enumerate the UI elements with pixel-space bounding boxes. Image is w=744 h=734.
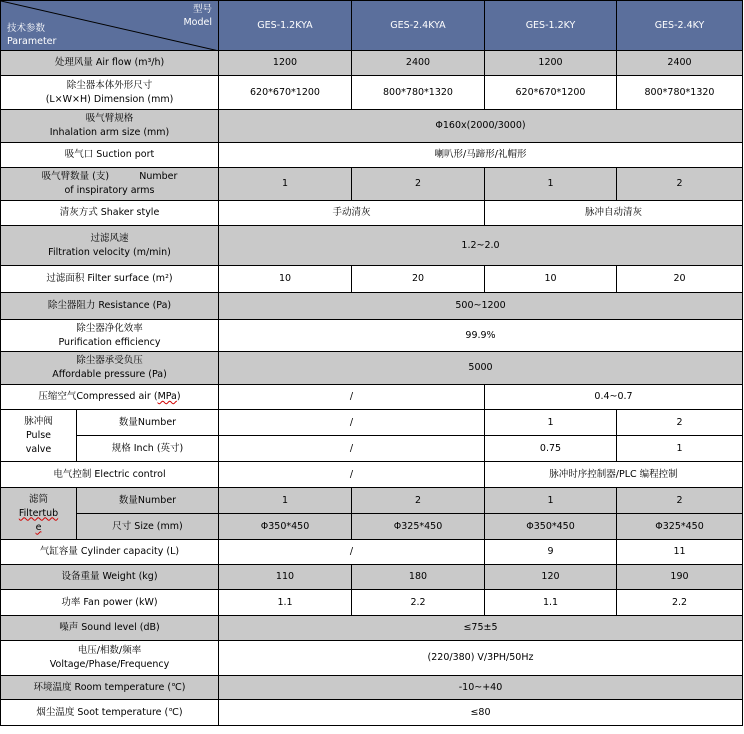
cell-value: 1 [485,410,617,436]
row-label: 电气控制 Electric control [1,462,219,488]
cell-value: 800*780*1320 [352,76,485,110]
row-label: 过滤面积 Filter surface (m²) [1,266,219,293]
row-label: 脉冲阀 Pulse valve [1,410,77,462]
cell-value: 脉冲自动清灰 [485,201,743,226]
row-label: 烟尘温度 Soot temperature (℃) [1,700,219,726]
cell-value: 1 [219,488,352,514]
row-label: 功率 Fan power (kW) [1,590,219,616]
cell-value: Φ325*450 [617,514,743,540]
row-label: 噪声 Sound level (dB) [1,616,219,641]
cell-value: 10 [219,266,352,293]
cell-value: 620*670*1200 [219,76,352,110]
cell-value: / [219,410,485,436]
cell-value: / [219,462,485,488]
cell-value: 20 [352,266,485,293]
table-row [1,320,743,352]
cell-value: 1200 [485,51,617,76]
table-row [1,616,743,641]
cell-value: 20 [617,266,743,293]
row-label: 除尘器承受负压 Affordable pressure (Pa) [1,352,219,385]
cell-value: 手动清灰 [219,201,485,226]
cell-value: 2.2 [352,590,485,616]
table-row [1,168,743,201]
cell-value: ≤75±5 [219,616,743,641]
cell-value: 1.1 [219,590,352,616]
cell-value: 1 [485,168,617,201]
parameter-label: 技术参数 Parameter [7,23,57,47]
cell-value: Φ350*450 [219,514,352,540]
row-label: 压缩空气Compressed air (MPa) [1,385,219,410]
cell-value: 2 [617,488,743,514]
table-row [1,514,743,540]
cell-value: 2400 [352,51,485,76]
cell-value: / [219,385,485,410]
row-label: 过滤风速 Filtration velocity (m/min) [1,226,219,266]
table-row [1,700,743,726]
row-label: 环境温度 Room temperature (℃) [1,676,219,700]
cell-value: 11 [617,540,743,565]
cell-value: 1 [485,488,617,514]
cell-value: 脉冲时序控制器/PLC 编程控制 [485,462,743,488]
cell-value: 2 [352,168,485,201]
cell-value: 0.75 [485,436,617,462]
model-header: GES-1.2KY [485,1,617,51]
row-label: 设备重量 Weight (kg) [1,565,219,590]
row-sublabel: 数量Number [77,410,219,436]
table-row [1,201,743,226]
row-label: 吸气臂规格 Inhalation arm size (mm) [1,110,219,143]
cell-value: 2 [617,168,743,201]
table-row [1,226,743,266]
cell-value: 1.1 [485,590,617,616]
cell-value: 2 [352,488,485,514]
table-row [1,462,743,488]
cell-value: 喇叭形/马蹄形/礼帽形 [219,143,743,168]
cell-value: 99.9% [219,320,743,352]
row-label: 除尘器净化效率 Purification efficiency [1,320,219,352]
header-diagonal-cell [1,1,219,51]
cell-value: 180 [352,565,485,590]
table-row [1,540,743,565]
table-row [1,76,743,110]
cell-value: 120 [485,565,617,590]
cell-value: 620*670*1200 [485,76,617,110]
row-label: 清灰方式 Shaker style [1,201,219,226]
row-sublabel: 尺寸 Size (mm) [77,514,219,540]
model-label: 型号 Model [183,4,212,28]
cell-value: 10 [485,266,617,293]
cell-value: 9 [485,540,617,565]
cell-value: 1.2~2.0 [219,226,743,266]
model-header: GES-2.4KYA [352,1,485,51]
row-label: 除尘器阻力 Resistance (Pa) [1,293,219,320]
cell-value: 110 [219,565,352,590]
row-label: 气缸容量 Cylinder capacity (L) [1,540,219,565]
table-row [1,385,743,410]
cell-value: 500~1200 [219,293,743,320]
table-row [1,293,743,320]
cell-value: 800*780*1320 [617,76,743,110]
cell-value: 2 [617,410,743,436]
row-label: 吸气臂数量 (支) Number of inspiratory arms [1,168,219,201]
cell-value: 1 [617,436,743,462]
row-label: 处理风量 Air flow (m³/h) [1,51,219,76]
cell-value: 1 [219,168,352,201]
model-header: GES-1.2KYA [219,1,352,51]
cell-value: / [219,436,485,462]
cell-value: 5000 [219,352,743,385]
table-row [1,110,743,143]
row-label: 滤筒 Filtertub e [1,488,77,540]
table-row [1,51,743,76]
table-row [1,143,743,168]
cell-value: 0.4~0.7 [485,385,743,410]
table-row [1,436,743,462]
row-label: 吸气口 Suction port [1,143,219,168]
table-row [1,266,743,293]
row-sublabel: 规格 Inch (英寸) [77,436,219,462]
cell-value: 190 [617,565,743,590]
cell-value: ≤80 [219,700,743,726]
table-row [1,488,743,514]
cell-value: 1200 [219,51,352,76]
table-row [1,565,743,590]
table-row [1,352,743,385]
cell-value: -10~+40 [219,676,743,700]
model-header: GES-2.4KY [617,1,743,51]
table-row [1,641,743,676]
cell-value: Φ160x(2000/3000) [219,110,743,143]
table-row [1,410,743,436]
row-sublabel: 数量Number [77,488,219,514]
cell-value: (220/380) V/3PH/50Hz [219,641,743,676]
cell-value: Φ325*450 [352,514,485,540]
cell-value: / [219,540,485,565]
cell-value: 2.2 [617,590,743,616]
table-row [1,590,743,616]
table-row [1,676,743,700]
row-label: 除尘器本体外形尺寸 (L×W×H) Dimension (mm) [1,76,219,110]
cell-value: 2400 [617,51,743,76]
row-label: 电压/相数/频率 Voltage/Phase/Frequency [1,641,219,676]
cell-value: Φ350*450 [485,514,617,540]
